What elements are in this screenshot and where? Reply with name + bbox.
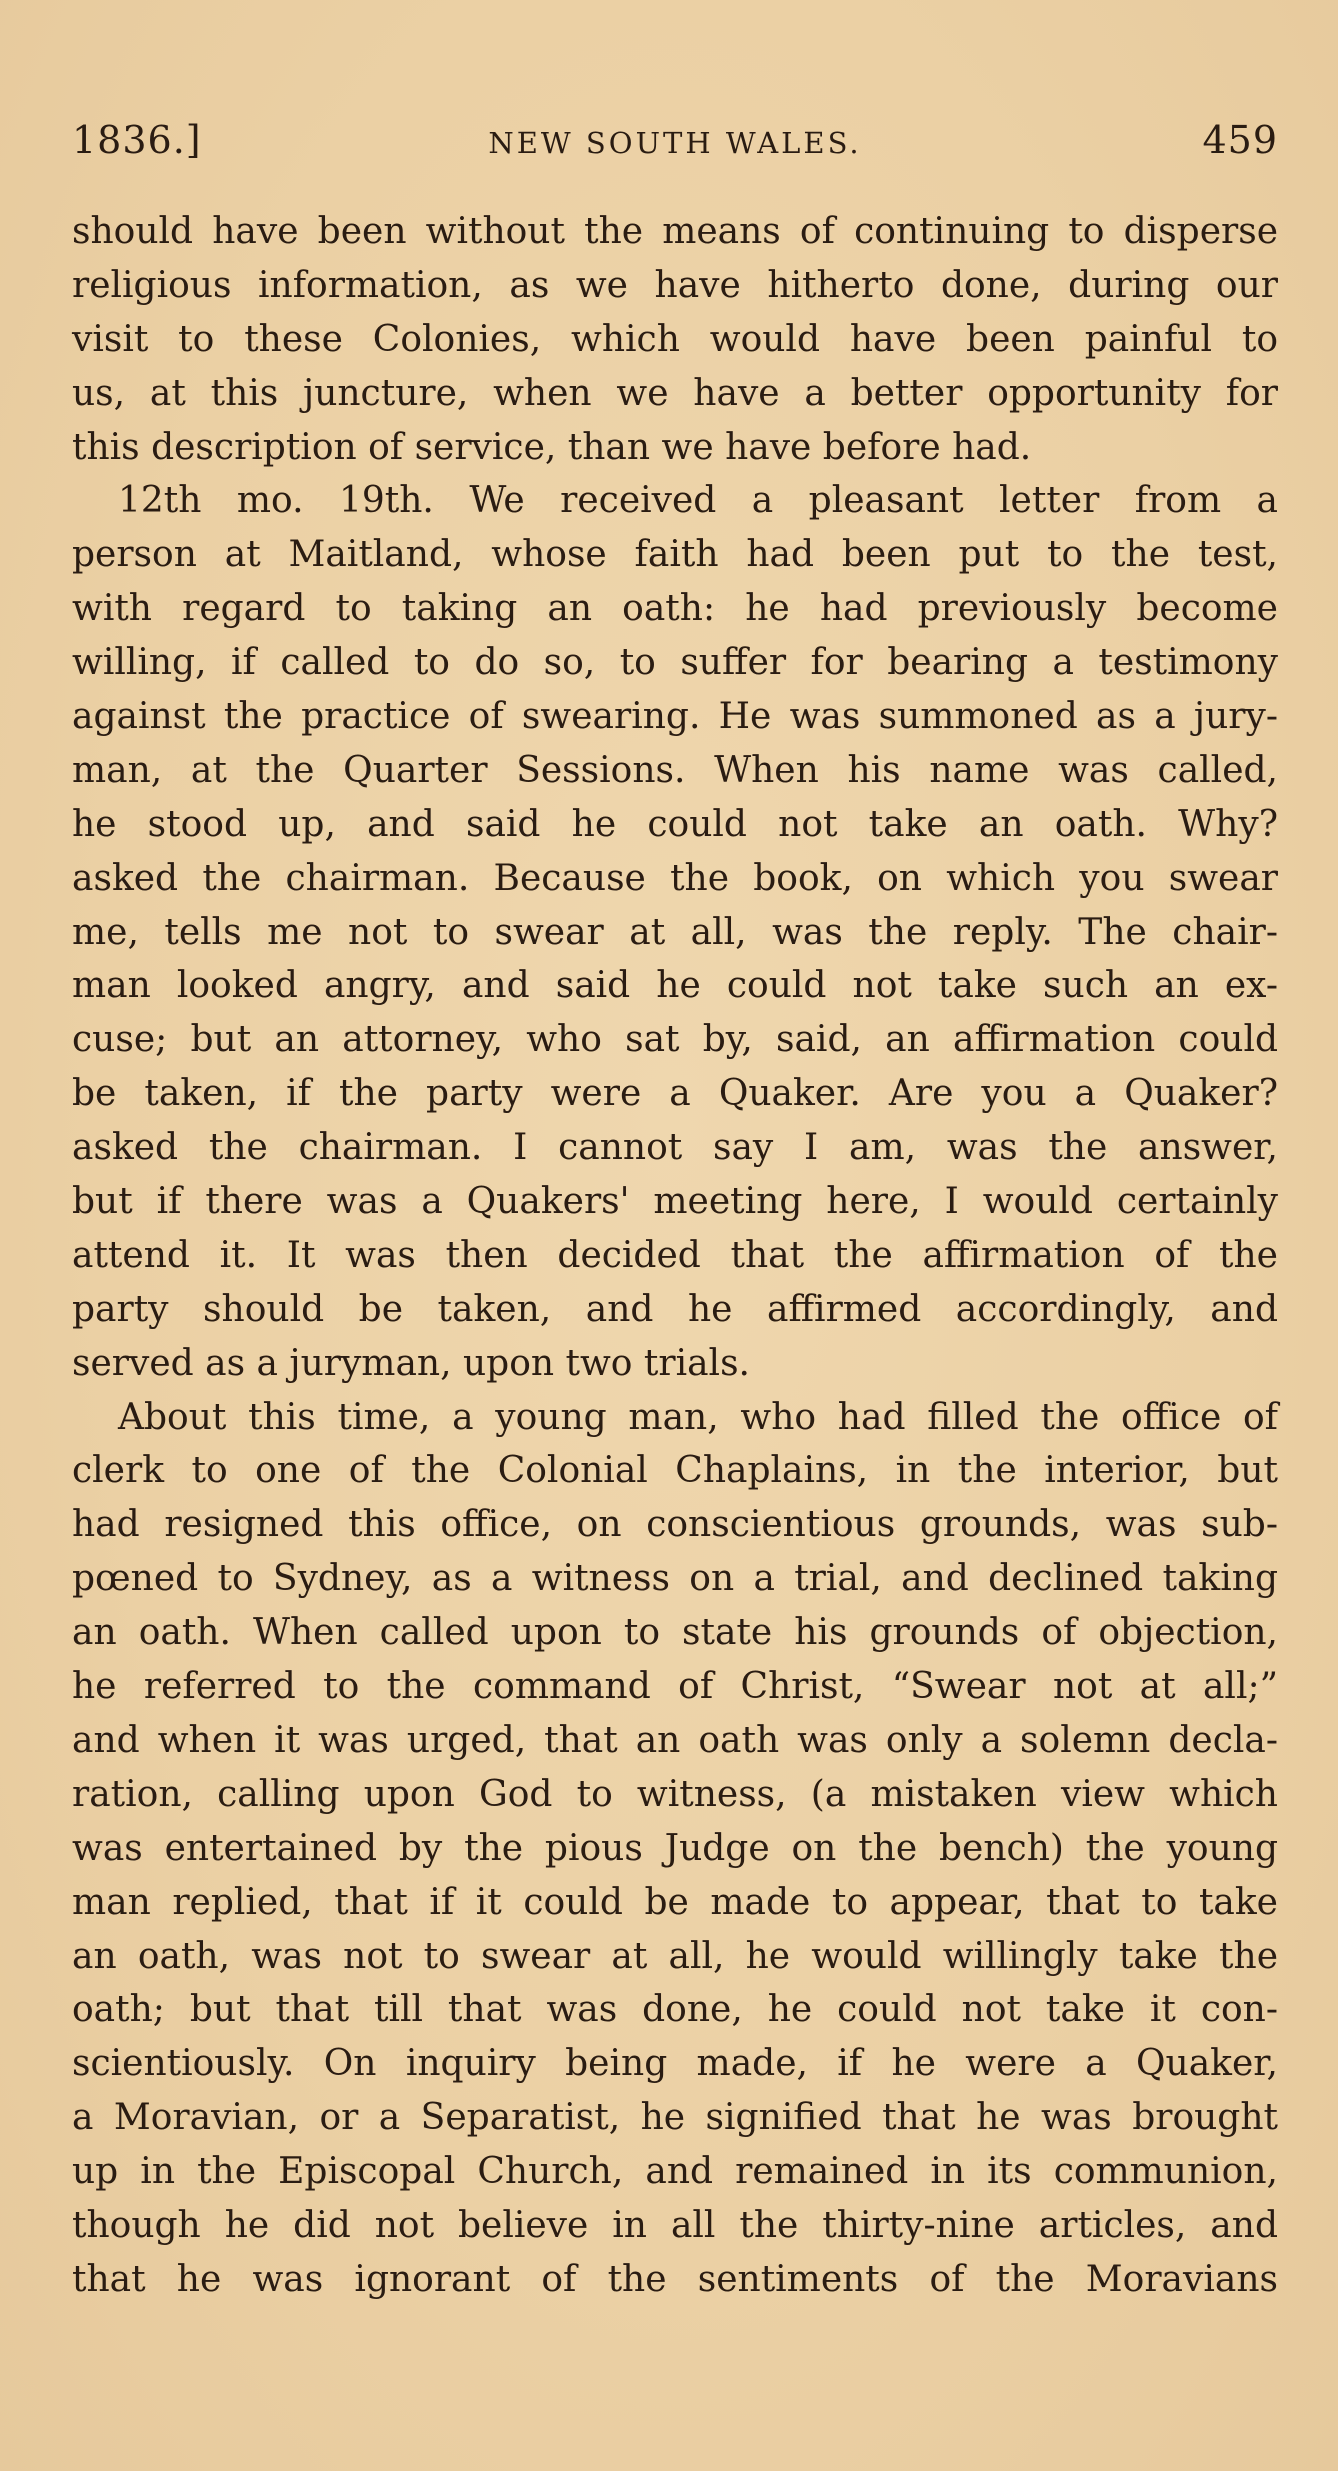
text-line: clerk to one of the Colonial Chaplains, in the interior, but [72,1450,1278,1492]
text-line: person at Maitland, whose faith had been put to the test, [72,534,1278,576]
text-line: man replied, that if it could be made to appear, that to take [72,1881,1278,1923]
text-line: attend it. It was then decided that the affirmation of the [72,1234,1278,1276]
text-line: this description of service, than we have before had. [72,426,1032,468]
text-line: cuse; but an attorney, who sat by, said, an affirmation could [72,1019,1278,1061]
text-line: scientiously. On inquiry being made, if he were a Quaker, [72,2043,1278,2085]
running-head-year: 1836.] [72,118,202,162]
page-number: 459 [1202,118,1278,162]
body-text [72,205,1278,2307]
text-line: he referred to the command of Christ, “Swear not at all;” [72,1666,1278,1708]
text-line: an oath, was not to swear at all, he would willingly take the [72,1935,1278,1977]
text-line: be taken, if the party were a Quaker. Are you a Quaker? [72,1073,1278,1115]
running-head [72,118,1278,174]
text-line: man, at the Quarter Sessions. When his name was called, [72,749,1278,791]
text-line: though he did not believe in all the thirty-nine articles, and [72,2204,1278,2246]
text-line: an oath. When called upon to state his grounds of objection, [72,1612,1278,1654]
text-line: against the practice of swearing. He was summoned as a jury- [72,696,1278,738]
text-line: asked the chairman. Because the book, on which you swear [72,857,1278,899]
running-head-title: NEW SOUTH WALES. [488,126,862,160]
text-line: served as a juryman, upon two trials. [72,1342,750,1384]
text-line: but if there was a Quakers' meeting here, I would certainly [72,1181,1278,1223]
text-line: us, at this juncture, when we have a better opportunity for [72,372,1278,414]
text-line: a Moravian, or a Separatist, he signified that he was brought [72,2097,1278,2139]
text-line: 12th mo. 19th. We received a pleasant letter from a [118,480,1278,522]
text-line: asked the chairman. I cannot say I am, was the answer, [72,1127,1278,1169]
text-line: up in the Episcopal Church, and remained in its communion, [72,2151,1278,2193]
text-line: with regard to taking an oath: he had previously become [72,588,1278,630]
text-line: he stood up, and said he could not take an oath. Why? [72,803,1278,845]
text-line: party should be taken, and he affirmed accordingly, and [72,1288,1278,1330]
text-line: me, tells me not to swear at all, was the reply. The chair- [72,911,1278,953]
text-line: religious information, as we have hitherto done, during our [72,264,1278,306]
text-line: was entertained by the pious Judge on the bench) the young [72,1827,1278,1869]
text-line: oath; but that till that was done, he could not take it con- [72,1989,1278,2031]
text-line: pœned to Sydney, as a witness on a trial, and declined taking [72,1558,1278,1600]
text-line: ration, calling upon God to witness, (a mistaken view which [72,1773,1278,1815]
text-line: that he was ignorant of the sentiments of the Moravians [72,2258,1278,2300]
text-line: had resigned this office, on conscientious grounds, was sub- [72,1504,1278,1546]
text-line: visit to these Colonies, which would have been painful to [72,318,1278,360]
text-line: willing, if called to do so, to suffer for bearing a testimony [72,642,1278,684]
text-line: and when it was urged, that an oath was only a solemn decla- [72,1719,1278,1761]
text-line: should have been without the means of continuing to disperse [72,211,1278,252]
text-line: man looked angry, and said he could not take such an ex- [72,965,1278,1007]
text-line: About this time, a young man, who had filled the office of [118,1396,1278,1438]
